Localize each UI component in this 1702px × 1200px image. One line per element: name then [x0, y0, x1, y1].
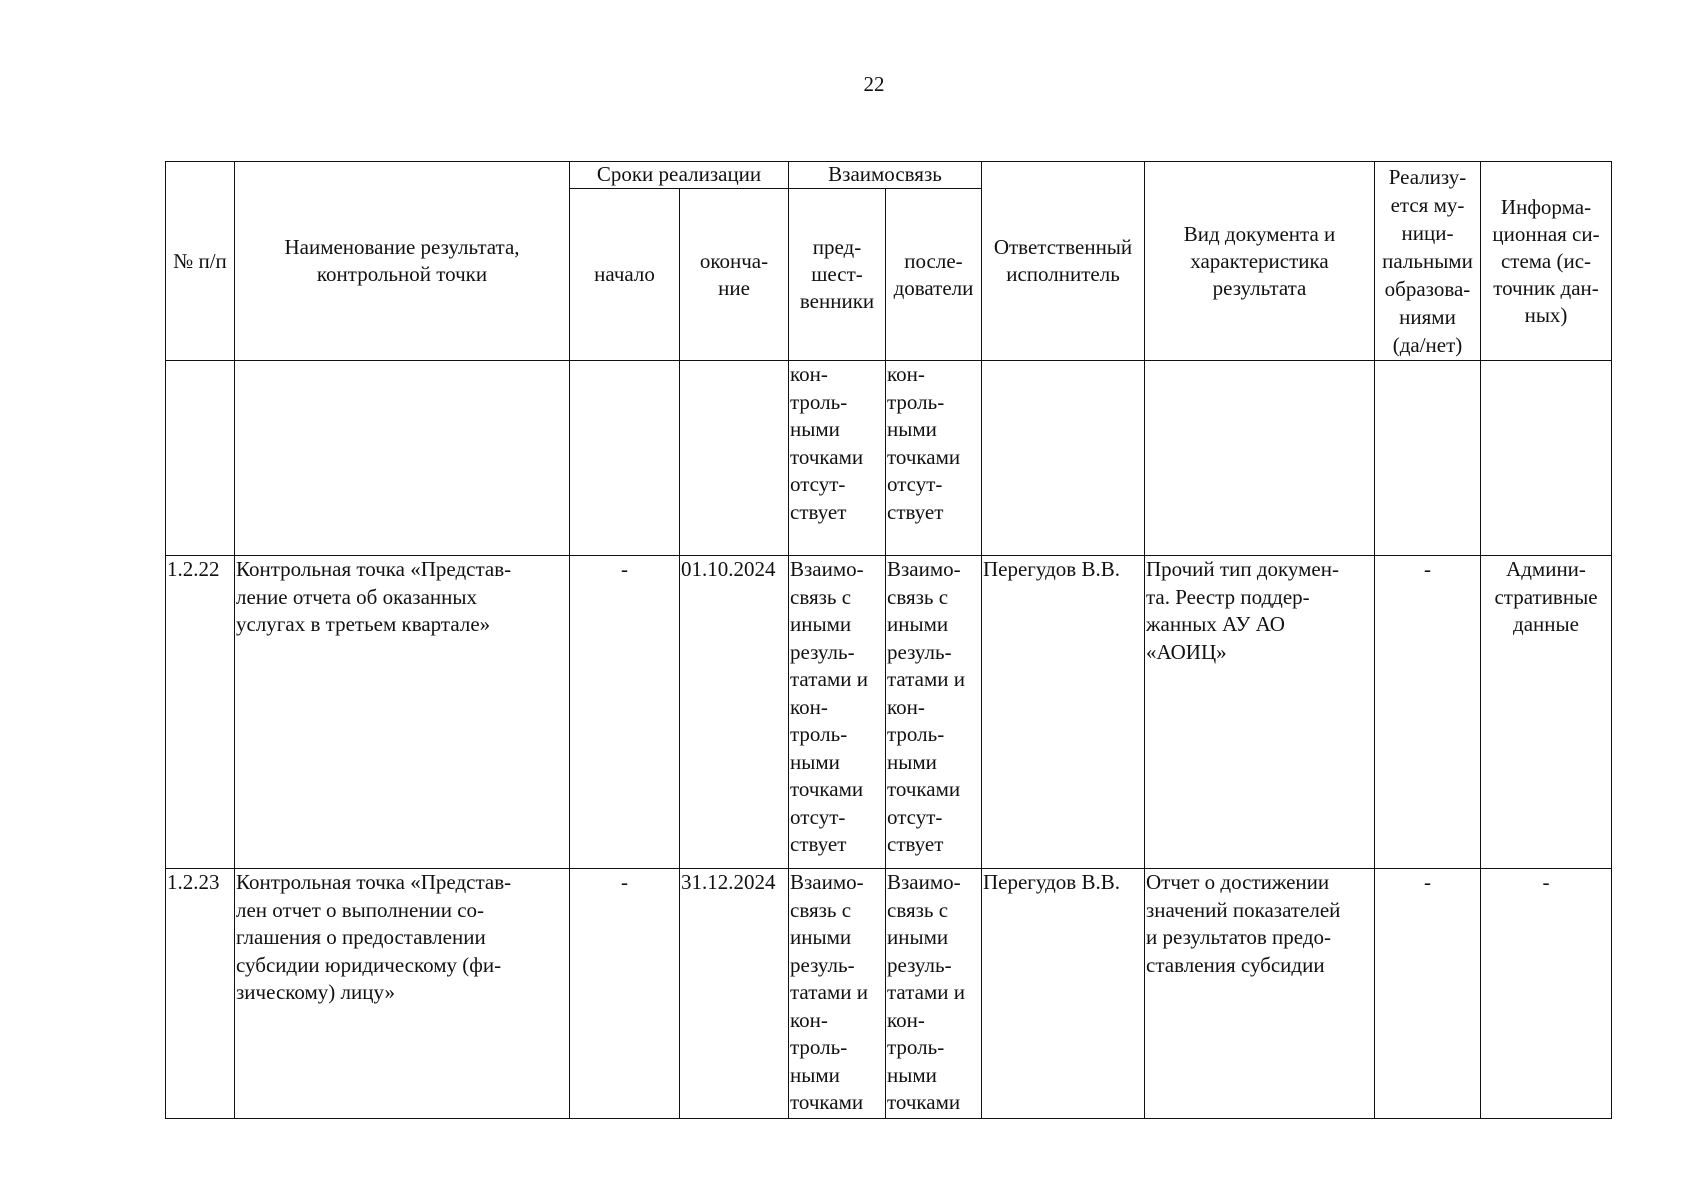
- row-doc-type: [1145, 361, 1375, 556]
- row-end: 01.10.2024: [680, 556, 789, 869]
- row-info-system: Админи- стративные данные: [1481, 556, 1612, 869]
- header-doc-type: Вид документа и характеристика результата: [1145, 162, 1375, 361]
- header-number: № п/п: [166, 162, 235, 361]
- header-end: оконча- ние: [680, 189, 789, 361]
- header-executor: Ответственный исполнитель: [982, 162, 1145, 361]
- row-predecessors: Взаимо- связь с иными резуль- татами и кон- троль- ными точками: [789, 869, 886, 1119]
- row-number: 1.2.23: [166, 869, 235, 1119]
- row-successors: Взаимо- связь с иными резуль- татами и кон- троль- ными точками: [886, 869, 982, 1119]
- table-row: [166, 361, 1612, 556]
- row-predecessors: кон- троль- ными точками отсут- ствует: [789, 361, 886, 556]
- row-name: Контрольная точка «Представ- лен отчет о выполнении со- глашения о предоставлении субсидии юридическому (фи- зическому) лицу»: [235, 869, 570, 1119]
- row-municipal: -: [1375, 556, 1481, 869]
- header-predecessors: пред- шест- венники: [789, 189, 886, 361]
- row-start: [570, 361, 680, 556]
- row-start: -: [570, 869, 680, 1119]
- header-info-system: Информа- ционная си- стема (ис- точник дан- ных): [1481, 162, 1612, 361]
- row-number: [166, 361, 235, 556]
- header-name: Наименование результата, контрольной точки: [235, 162, 570, 361]
- row-doc-type: Прочий тип докумен- та. Реестр поддер- жанных АУ АО «АОИЦ»: [1145, 556, 1375, 869]
- row-start: -: [570, 556, 680, 869]
- row-info-system: -: [1481, 869, 1612, 1119]
- header-successors: после- дователи: [886, 189, 982, 361]
- row-name: Контрольная точка «Представ- ление отчета об оказанных услугах в третьем квартале»: [235, 556, 570, 869]
- page-number: 22: [863, 72, 885, 96]
- row-successors: кон- троль- ными точками отсут- ствует: [886, 361, 982, 556]
- row-executor: Перегудов В.В.: [982, 869, 1145, 1119]
- row-executor: [982, 361, 1145, 556]
- table-header: [166, 162, 1612, 361]
- row-successors: Взаимо- связь с иными резуль- татами и кон- троль- ными точками отсут- ствует: [886, 556, 982, 869]
- header-start: начало: [570, 189, 680, 361]
- table-row: [166, 556, 1612, 869]
- row-end: 31.12.2024: [680, 869, 789, 1119]
- header-municipal: Реализу- ется му- ници- пальными образова- ниями (да/нет): [1375, 162, 1481, 361]
- row-info-system: [1481, 361, 1612, 556]
- header-links-group: Взаимосвязь: [789, 162, 982, 189]
- row-municipal: [1375, 361, 1481, 556]
- row-doc-type: Отчет о достижении значений показателей и результатов предо- ставления субсидии: [1145, 869, 1375, 1119]
- row-name: [235, 361, 570, 556]
- table-row: [166, 869, 1612, 1119]
- row-municipal: -: [1375, 869, 1481, 1119]
- row-end: [680, 361, 789, 556]
- header-terms-group: Сроки реализации: [570, 162, 789, 189]
- row-executor: Перегудов В.В.: [982, 556, 1145, 869]
- row-predecessors: Взаимо- связь с иными резуль- татами и кон- троль- ными точками отсут- ствует: [789, 556, 886, 869]
- row-number: 1.2.22: [166, 556, 235, 869]
- control-points-table: [165, 161, 1612, 1119]
